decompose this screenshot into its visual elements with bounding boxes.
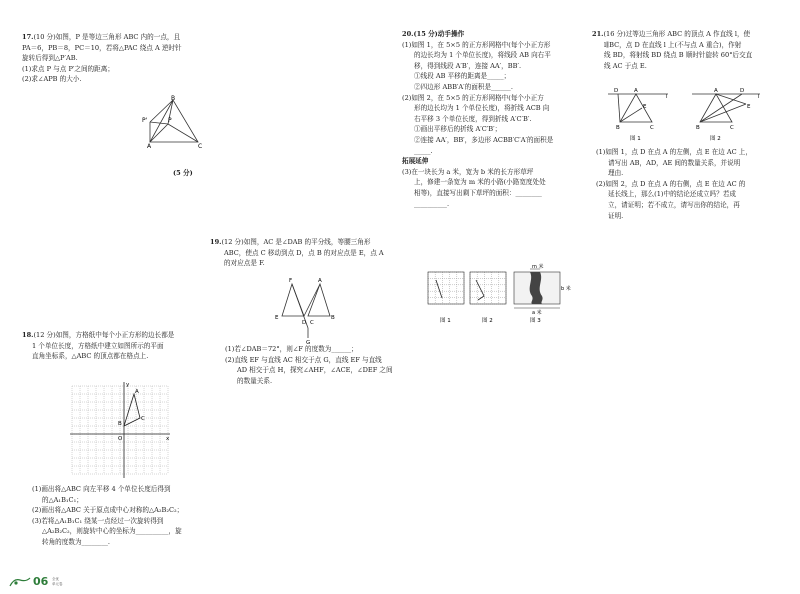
question-17 — [22, 32, 222, 85]
question-19-subparts — [225, 344, 415, 386]
label-e: E — [747, 104, 751, 110]
question-line: (3)若将△A₁B₁C₁ 绕某一点经过一次旋转得到 — [32, 516, 164, 525]
label-d: D — [302, 320, 307, 326]
question-line: 的数量关系. — [237, 376, 273, 385]
question-line: (3)在一块长为 a 米，宽为 b 米的长方形草坪 — [402, 167, 534, 176]
question-line: (2)直线 EF 与直线 AC 相交于点 G，直线 EF 与直线 — [225, 355, 382, 364]
label-b: B — [118, 421, 122, 427]
question-line: (2)求∠APB 的大小. — [22, 75, 82, 84]
question-line: 1 个单位长度，方格纸中建立如图所示的平面 — [32, 341, 164, 350]
figures-21 — [604, 84, 772, 144]
label-d: D — [740, 88, 745, 94]
label-b: B — [696, 125, 700, 131]
question-19 — [210, 237, 410, 269]
label-a: A — [147, 143, 152, 150]
question-line: 的△A₁B₁C₁； — [42, 495, 83, 504]
label-c: C — [141, 416, 145, 422]
label-b: B — [616, 125, 620, 131]
question-line: (2)画出将△ABC 关于原点成中心对称的△A₂B₂C₂； — [32, 506, 184, 515]
label-o: O — [118, 436, 123, 442]
question-18 — [22, 330, 222, 362]
question-line: 移，得到线段 A′B′，连接 AA′，BB′. — [414, 61, 522, 70]
question-line: 的边长均为 1 个单位长度)，将线段 AB 向右平 — [414, 51, 551, 60]
question-number: 17. — [22, 33, 34, 41]
label-g: G — [306, 340, 311, 344]
question-line: 立，请证明；若不成立，请写出你的结论，再 — [608, 200, 740, 209]
question-line: 线 BD，将射线 BD 绕点 B 顺时针旋转 60°后交直 — [604, 51, 753, 60]
label-f: F — [289, 278, 293, 284]
question-line: △A₂B₂C₂，则旋转中心的坐标为__________，旋 — [42, 527, 182, 536]
coordinate-grid-18 — [68, 380, 172, 480]
question-line: (2)如图 2，在 5×5 的正方形网格中(每个小正方 — [402, 93, 544, 102]
question-21-subparts — [596, 147, 782, 221]
footer-tag: 全优 单元卷 — [52, 577, 63, 586]
question-line: AD 相交于点 H，探究∠AHF，∠ACE，∠DEF 之间 — [237, 366, 393, 375]
question-18-subparts — [22, 484, 222, 548]
question-number: 19. — [210, 238, 222, 246]
a-label: a 米 — [532, 310, 542, 316]
question-line: 的对应点是 F. — [224, 259, 265, 268]
question-line: ABC，使点 C 移动到点 D，点 B 的对应点是 E，点 A — [224, 248, 384, 257]
label-b: B — [171, 95, 176, 102]
question-number: 21. — [592, 30, 604, 38]
label-a: A — [714, 88, 718, 94]
question-line: 转角的度数为________. — [42, 537, 111, 546]
question-line: 直角坐标系，△ABC 的顶点都在格点上. — [32, 352, 149, 361]
question-line: 旋转后得到△P′AB. — [22, 54, 78, 63]
question-line: 请写出 AB，AD，AE 间的数量关系，并说明 — [608, 158, 741, 167]
label-c: C — [198, 143, 203, 150]
label-y: y — [126, 382, 130, 388]
figure-1-caption: 图 1 — [440, 318, 451, 324]
label-c: C — [730, 125, 734, 131]
question-line: PA＝6，PB＝8，PC＝10，若将△PAC 绕点 A 逆时针 — [22, 43, 182, 52]
label-x: x — [166, 436, 170, 442]
question-line: 线 AC 于点 E. — [604, 61, 647, 70]
figure-2-caption: 图 2 — [482, 318, 493, 324]
label-a: A — [634, 88, 638, 94]
label-p: P — [168, 117, 172, 124]
question-line: ②连接 AA′，BB′，多边形 ACBB′C′A′的面积是 — [414, 135, 554, 144]
decorative-leaf-icon — [8, 576, 32, 588]
figure-1-caption: 图 1 — [630, 136, 641, 142]
question-line: (1)如图 1，点 D 在点 A 的左侧，点 E 在边 AC 上， — [596, 148, 752, 156]
page-number: 06 — [33, 575, 49, 588]
question-line: ①画出平移后的折线 A′C′B′； — [414, 125, 502, 134]
question-line: (1)若∠DAB＝72°，则∠F 的度数为______； — [225, 345, 358, 353]
label-c: C — [650, 125, 654, 131]
question-line: ②四边形 ABB′A′的面积是______. — [414, 82, 513, 91]
label-l: l — [666, 94, 668, 100]
section-heading: 拓展延伸 — [402, 157, 429, 166]
question-line: (10 分)如图，P 是等边三角形 ABC 内的一点，且 — [33, 33, 181, 41]
question-line: ①线段 AB 平移的距离是_____； — [414, 72, 511, 81]
question-line: 上，修建一条宽为 m 米的小路(小路宽度处处 — [414, 178, 546, 187]
question-line: 理由. — [608, 169, 624, 178]
figures-20 — [426, 262, 580, 324]
label-e: E — [275, 315, 279, 321]
question-line: (1)如图 1，在 5×5 的正方形网格中(每个小正方形 — [402, 40, 551, 49]
question-line: 相等)，直接写出剩下草坪的面积：________ — [414, 188, 542, 197]
question-line: (12 分)如图，AC 是∠DAB 的平分线，等腰三角形 — [221, 238, 371, 246]
question-line: __________. — [414, 199, 450, 208]
b-label: b 米 — [561, 286, 571, 292]
label-a: A — [135, 389, 139, 395]
question-line: l∥BC，点 D 在直线 l 上(不与点 A 重合)，作射 — [604, 40, 742, 49]
label-l: l — [758, 94, 760, 100]
m-label: m 米 — [532, 264, 544, 270]
question-20 — [402, 29, 592, 209]
question-line: (1)求点 P 与点 P′之间的距离； — [22, 64, 114, 73]
page-footer — [6, 574, 68, 590]
label-a: A — [318, 278, 322, 284]
question-line: 右平移 3 个单位长度，得到折线 A′C′B′. — [414, 114, 532, 123]
question-line: 形的边长均为 1 个单位长度)，将折线 ACB 向 — [414, 104, 550, 113]
question-line: 证明. — [608, 211, 624, 220]
question-line: (12 分)如图，方格纸中每个小正方形的边长都是 — [33, 331, 175, 339]
score-text: (5 分) — [173, 169, 193, 177]
question-number: 20. — [402, 30, 414, 38]
triangle-figure-17 — [138, 94, 208, 150]
label-p-prime: P' — [142, 117, 148, 124]
label-d: D — [614, 88, 619, 94]
question-line: (2)如图 2，点 D 在点 A 的右侧，点 E 在边 AC 的 — [596, 179, 746, 188]
question-line: _____. — [414, 146, 433, 155]
label-c: C — [310, 320, 314, 326]
question-line: 延长线上，那么(1)中的结论还成立吗？若成 — [608, 190, 737, 199]
label-e: E — [643, 104, 647, 110]
triangle-figure-19 — [272, 276, 344, 344]
figure-3-caption: 图 3 — [530, 318, 541, 324]
question-number: 18. — [22, 331, 34, 339]
figure-2-caption: 图 2 — [710, 136, 721, 142]
question-line: (16 分)过等边三角形 ABC 的顶点 A 作直线 l，使 — [603, 30, 751, 38]
question-21 — [592, 29, 782, 71]
question-line: (1)画出将△ABC 向左平移 4 个单位长度后得到 — [32, 485, 171, 493]
question-heading: (15 分)动手操作 — [413, 30, 465, 38]
label-b: B — [331, 315, 335, 321]
